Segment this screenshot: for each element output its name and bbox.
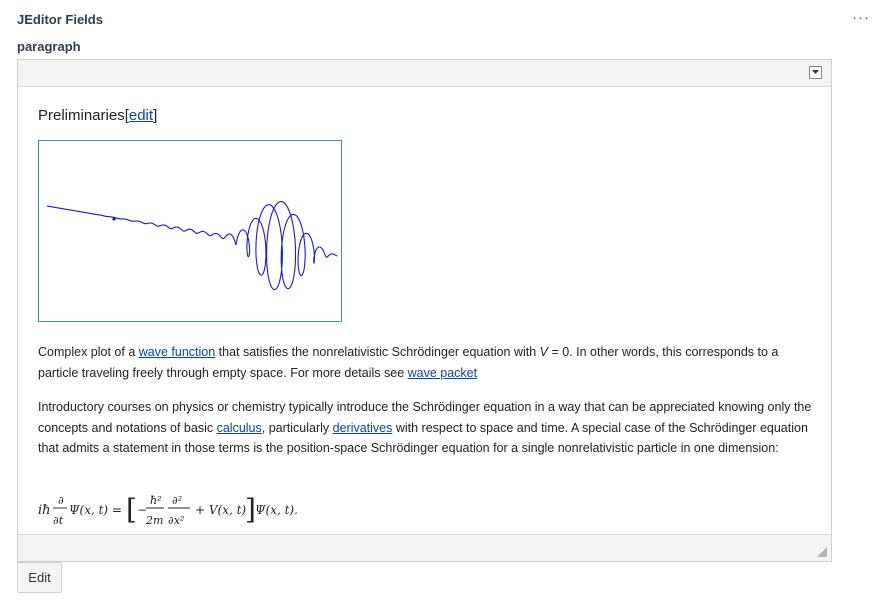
resize-grip-icon[interactable] [817,547,827,557]
rich-text-editor[interactable] [17,59,832,562]
wave-function-figure [38,140,342,322]
heading-text: Preliminaries [38,107,125,124]
eq-rhs-rest: Ψ(x, t). [255,503,298,517]
eq-lhs-prefix: iħ [38,503,51,518]
eq-frac2-den: ∂x² [168,514,185,527]
figure-caption: Complex plot of a wave function that satisfies the nonrelativistic Schrödinger equation with V = 0. In other words, this corresponds to a particle traveling freely through empty space. For more details see wave packet [38,345,779,380]
wave-curve [47,202,337,290]
intro-paragraph: Introductory courses on physics or chemistry typically introduce the Schrödinger equation in a way that can be appreciated knowing only the concepts and notations of basic calculus, particularly derivatives with respect to space and time. A special case of the Schrödinger equation that admits a statement in those terms is the position-space Schrödinger equation for a single nonrelativistic particle in one dimension: [38,400,812,455]
wave-packet-plot [39,141,341,321]
plot-dot [112,217,115,220]
field-label: paragraph [17,39,81,54]
wave-function-link[interactable]: wave function [138,345,216,359]
derivatives-link[interactable]: derivatives [332,420,393,435]
eq-minus: − [137,503,148,517]
equation-render [38,489,328,533]
eq-frac1-num: ħ² [150,494,162,507]
edit-bracket-close: ] [153,107,158,124]
eq-lhs-den: ∂t [53,514,64,527]
schrodinger-equation [38,489,328,537]
wave-packet-link[interactable]: wave packet [407,365,478,380]
more-options-icon[interactable]: ··· [852,9,870,26]
eq-bracket-close: ] [245,493,256,526]
panel-title: JEditor Fields [17,12,103,27]
eq-bracket-open: [ [126,493,137,526]
edit-button[interactable]: Edit [17,562,62,593]
edit-bracket-open: [ [124,107,129,124]
heading-edit-link[interactable]: edit [128,107,154,124]
toolbar-toggle-icon[interactable] [809,66,822,79]
eq-lhs-rest: Ψ(x, t) = [69,503,122,517]
eq-lhs-num: ∂ [58,494,64,507]
section-heading [38,107,157,124]
editor-toolbar [18,60,831,87]
eq-frac2-num: ∂² [172,494,183,507]
eq-frac1-den: 2m [146,514,164,527]
eq-plus-v: + V(x, t) [195,503,247,517]
calculus-link[interactable]: calculus [216,420,262,435]
editor-statusbar [18,534,831,561]
